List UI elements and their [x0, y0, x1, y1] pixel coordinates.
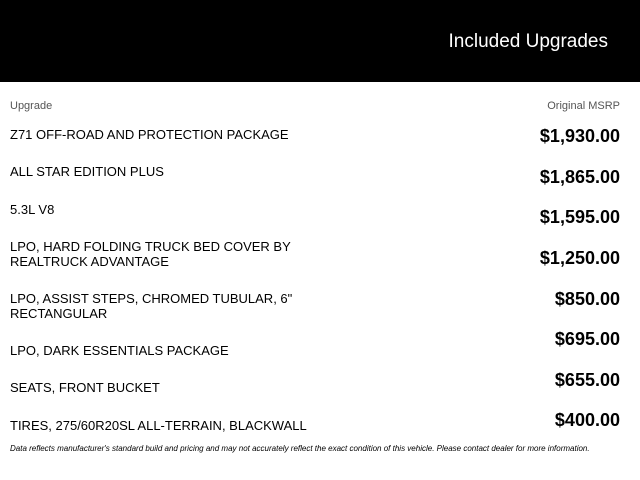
upgrade-price: $1,250.00 — [539, 248, 620, 268]
upgrade-price: $850.00 — [554, 289, 620, 309]
page-title: Included Upgrades — [448, 31, 608, 52]
column-header-msrp: Original MSRP — [547, 100, 620, 112]
upgrade-name: 5.3L V8 — [10, 202, 55, 217]
upgrade-price: $1,930.00 — [539, 126, 620, 146]
upgrade-name: SEATS, FRONT BUCKET — [10, 380, 160, 395]
upgrade-name: LPO, ASSIST STEPS, CHROMED TUBULAR, 6" RECTANGULAR — [10, 291, 293, 321]
upgrade-name: Z71 OFF-ROAD AND PROTECTION PACKAGE — [10, 127, 289, 142]
upgrade-price: $1,865.00 — [539, 167, 620, 187]
upgrade-price: $1,595.00 — [539, 207, 620, 227]
disclaimer-footnote: Data reflects manufacturer's standard build and pricing and may not accurately reflect the exact condition of this vehicle. Please contact dealer for more information. — [10, 444, 590, 453]
upgrade-price: $400.00 — [554, 410, 620, 430]
upgrade-name: LPO, HARD FOLDING TRUCK BED COVER BY REALTRUCK ADVANTAGE — [10, 239, 291, 269]
upgrade-name: ALL STAR EDITION PLUS — [10, 164, 164, 179]
upgrade-name: TIRES, 275/60R20SL ALL-TERRAIN, BLACKWALL — [10, 418, 307, 433]
column-header-upgrade: Upgrade — [10, 100, 53, 112]
upgrade-price: $655.00 — [554, 370, 620, 390]
upgrade-name: LPO, DARK ESSENTIALS PACKAGE — [10, 343, 229, 358]
upgrade-price: $695.00 — [554, 329, 620, 349]
header-bar — [0, 0, 640, 82]
